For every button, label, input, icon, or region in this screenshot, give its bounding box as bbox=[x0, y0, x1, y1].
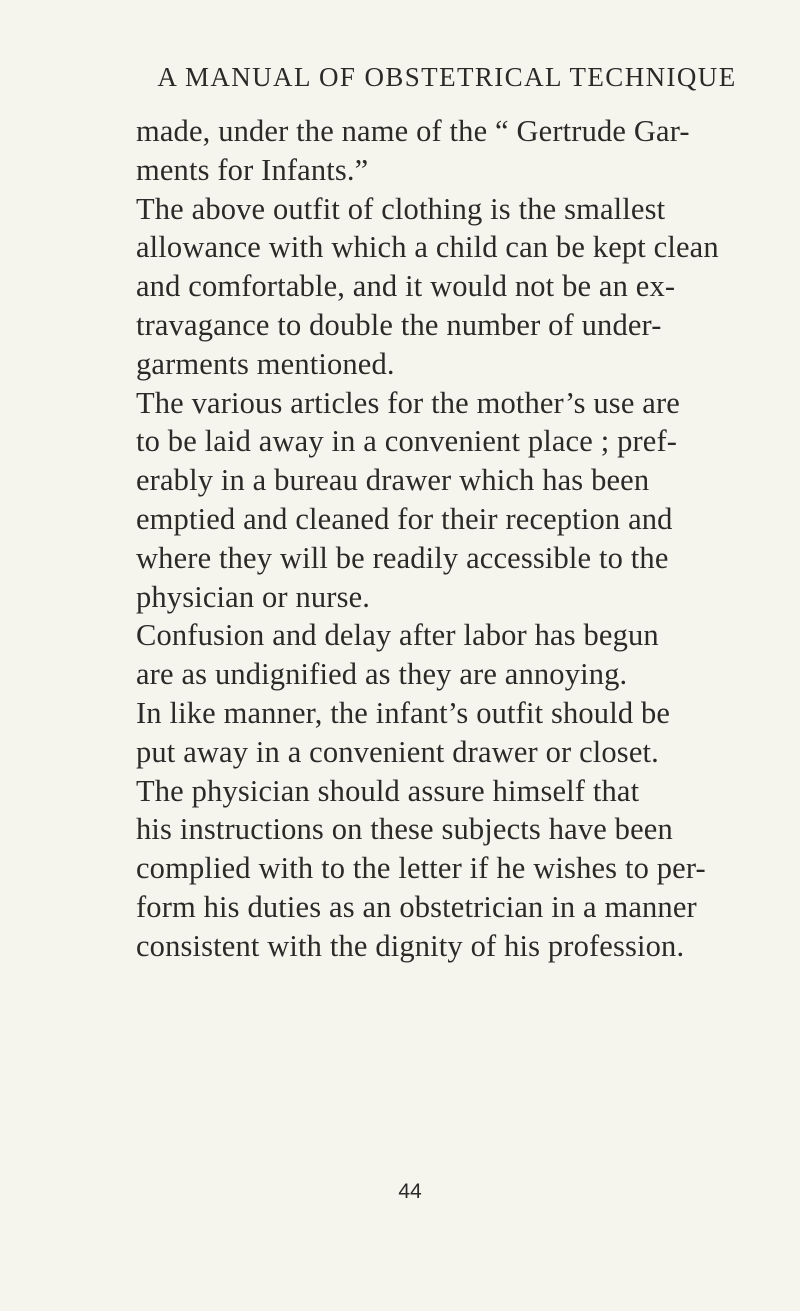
text-line: form his duties as an obstetrician in a manner bbox=[136, 889, 697, 924]
text-line: are as undignified as they are annoying. bbox=[136, 657, 628, 692]
text-line: Confusion and delay after labor has begun bbox=[136, 618, 659, 653]
text-line: allowance with which a child can be kept clean bbox=[136, 230, 719, 265]
text-line: erably in a bureau drawer which has been bbox=[136, 463, 650, 498]
text-line: physician or nurse. bbox=[136, 579, 371, 614]
text-line: The various articles for the mother’s use are bbox=[136, 385, 680, 420]
text-line: and comfortable, and it would not be an ex- bbox=[136, 269, 676, 304]
text-line: his instructions on these subjects have been bbox=[136, 812, 673, 847]
text-line: complied with to the letter if he wishes to per- bbox=[136, 851, 706, 886]
text-line: The above outfit of clothing is the smallest bbox=[136, 191, 666, 226]
text-line: to be laid away in a convenient place ; pref- bbox=[136, 424, 678, 459]
text-line: consistent with the dignity of his profession. bbox=[136, 928, 685, 963]
text-line: where they will be readily accessible to the bbox=[136, 540, 669, 575]
text-line: emptied and cleaned for their reception and bbox=[136, 501, 673, 536]
text-line: made, under the name of the “ Gertrude Gar- bbox=[136, 114, 690, 148]
text-line: In like manner, the infant’s outfit should be bbox=[136, 695, 671, 730]
text-line: put away in a convenient drawer or closet. bbox=[136, 734, 659, 769]
text-line: ments for Infants.” bbox=[136, 152, 369, 187]
page-number: 44 bbox=[398, 1180, 422, 1203]
body-text bbox=[136, 112, 751, 966]
running-head: A MANUAL OF OBSTETRICAL TECHNIQUE bbox=[157, 62, 737, 92]
text-line: travagance to double the number of under- bbox=[136, 307, 662, 342]
text-line: The physician should assure himself that bbox=[136, 773, 640, 808]
text-line: garments mentioned. bbox=[136, 346, 395, 381]
